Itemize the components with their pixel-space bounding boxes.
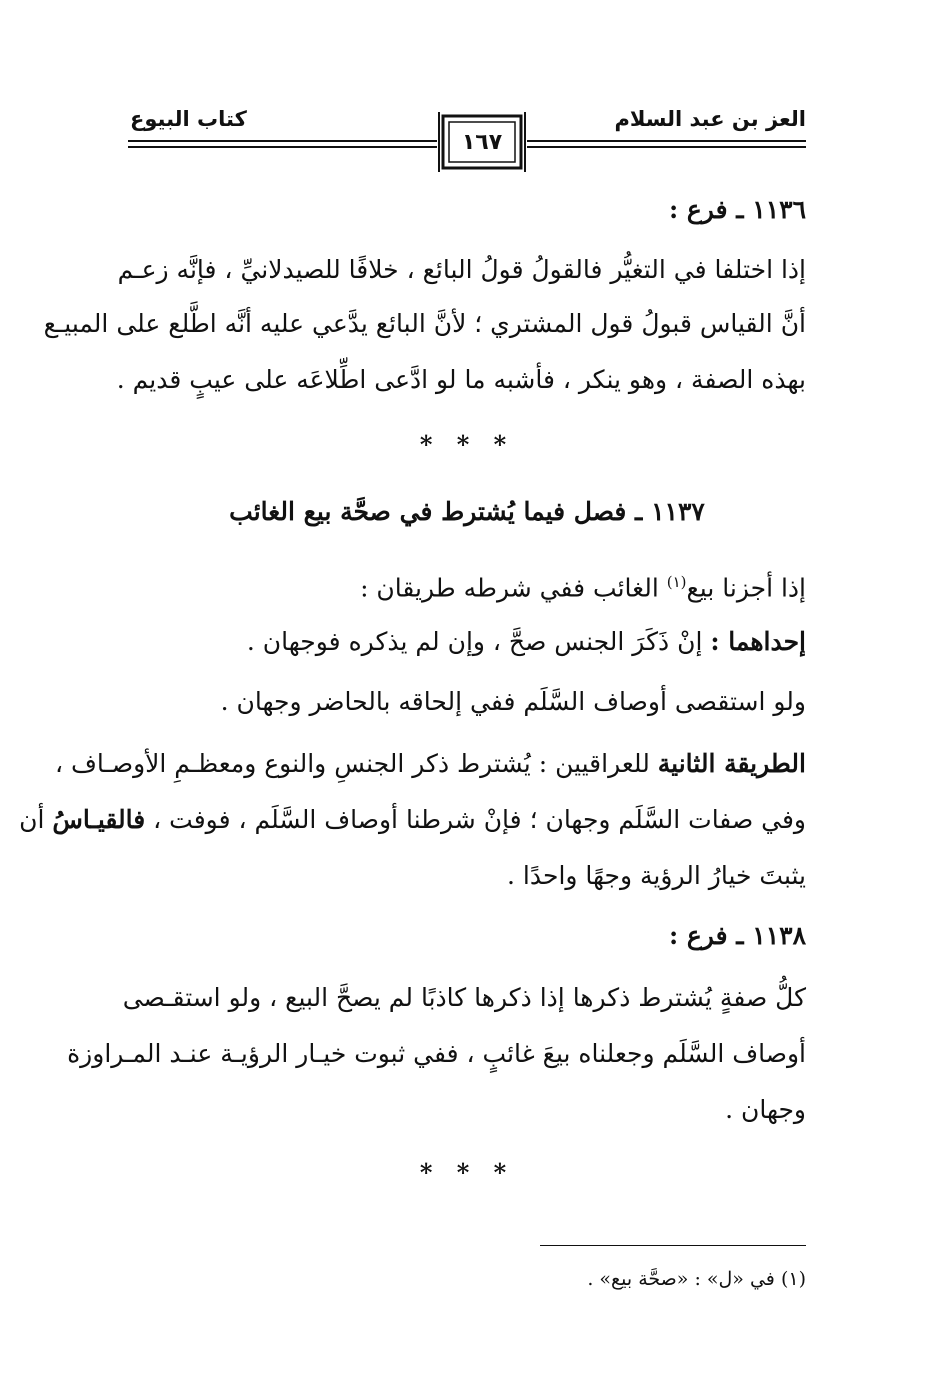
- footnote-number: (١): [780, 1268, 806, 1290]
- footnote: [587, 1264, 806, 1294]
- section-separator: * * *: [419, 430, 515, 459]
- section-heading-1136: ١١٣٦ ـ فرع :: [668, 195, 806, 224]
- section-separator: * * *: [419, 1158, 515, 1187]
- paragraph-line: إذا اختلفا في التغيُّر فالقولُ قولُ البائع ، خلافًا للصيدلانيِّ ، فإنَّه زعـم: [117, 255, 806, 284]
- page-number: ١٦٧: [461, 129, 503, 155]
- line-text-end: أن: [19, 805, 53, 834]
- line-text: وفي صفات السَّلَم وجهان ؛ فإنْ شرطنا أوصاف السَّلَم ، فوفت ،: [145, 805, 806, 834]
- running-header-book-title: كتاب البيوع: [130, 107, 247, 131]
- paragraph-line: [360, 562, 806, 608]
- paragraph-line: [247, 622, 806, 662]
- intro-text-cont: الغائب ففي شرطه طريقان :: [360, 573, 667, 603]
- method-text-second: للعراقيين : يُشترط ذكر الجنسِ والنوع ومعظـمِ الأوصـاف ،: [54, 749, 658, 778]
- section-heading-1138: ١١٣٨ ـ فرع :: [668, 921, 806, 950]
- paragraph-line: ولو استقصى أوصاف السَّلَم ففي إلحاقه بالحاضر وجهان .: [220, 687, 806, 716]
- footnote-text: في «ل» : «صحَّة بيع» .: [587, 1268, 781, 1290]
- intro-text: إذا أجزنا بيع: [686, 573, 806, 603]
- method-label-first: إحداهما :: [710, 627, 806, 656]
- footnote-rule: [540, 1245, 806, 1246]
- method-label-second: الطريقة الثانية: [657, 749, 806, 778]
- paragraph-line: أوصاف السَّلَم وجعلناه بيعَ غائبٍ ، ففي ثبوت خيـار الرؤيـة عنـد المـراوزة: [67, 1039, 806, 1068]
- paragraph-line: [54, 744, 806, 784]
- paragraph-line: كلُّ صفةٍ يُشترط ذكرها إذا ذكرها كاذبًا لم يصحَّ البيع ، ولو استقـصى: [122, 983, 806, 1012]
- paragraph-line: يثبتَ خيارُ الرؤية وجهًا واحدًا .: [507, 861, 806, 890]
- chapter-title-1137: ١١٣٧ ـ فصل فيما يُشترط في صحَّة بيع الغائب: [229, 497, 705, 526]
- footnote-reference: (١): [666, 573, 687, 591]
- paragraph-line: [19, 800, 806, 840]
- page-number-frame: [437, 110, 527, 174]
- paragraph-line: أنَّ القياس قبولُ قول المشتري ؛ لأنَّ البائع يدَّعي عليه أنَّه اطَّلع على المبيـع: [43, 309, 806, 338]
- emphasis-qiyas: فالقيـاسُ: [52, 805, 146, 834]
- paragraph-line: بهذه الصفة ، وهو ينكر ، فأشبه ما لو ادَّعى اطِّلاعَه على عيبٍ قديم .: [116, 365, 806, 394]
- running-header-author: العز بن عبد السلام: [614, 107, 806, 131]
- method-text-first: إنْ ذَكَرَ الجنس صحَّ ، وإن لم يذكره فوجهان .: [246, 627, 711, 656]
- paragraph-line: وجهان .: [725, 1095, 806, 1124]
